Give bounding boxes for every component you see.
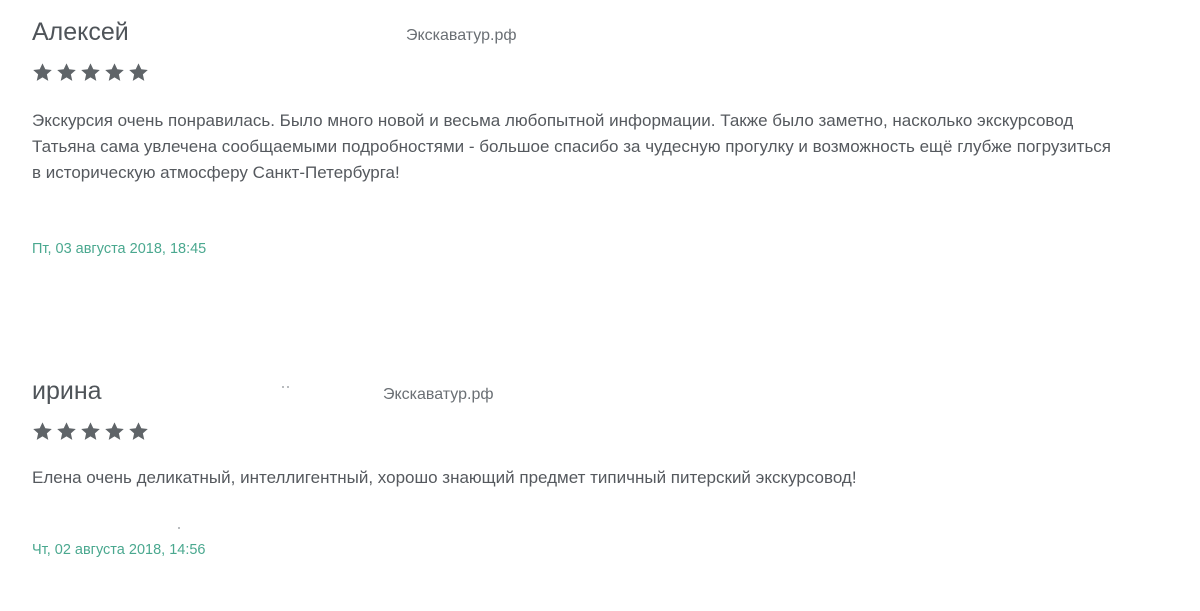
watermark-text: Экскаватур.рф bbox=[383, 386, 494, 403]
review-text bbox=[32, 108, 1111, 186]
review-text-line: в историческую атмосферу Санкт-Петербурга! bbox=[32, 163, 400, 182]
review-text bbox=[32, 465, 857, 491]
review-text-line: Елена очень деликатный, интеллигентный, хорошо знающий предмет типичный питерский экскурсовод! bbox=[32, 468, 857, 487]
star-icon bbox=[56, 421, 77, 442]
review-item bbox=[0, 360, 1200, 611]
watermark-text: Экскаватур.рф bbox=[406, 27, 517, 44]
star-icon bbox=[80, 62, 101, 83]
review-text-line: Татьяна сама увлечена сообщаемыми подробностями - большое спасибо за чудесную прогулку и возможность ещё глубже погрузиться bbox=[32, 137, 1112, 156]
review-date: Пт, 03 августа 2018, 18:45 bbox=[32, 241, 207, 257]
review-item bbox=[0, 0, 1200, 300]
review-text-line: Экскурсия очень понравилась. Было много новой и весьма любопытной информации. Также было заметно, насколько экскурсовод bbox=[32, 111, 1074, 130]
star-icon bbox=[128, 62, 149, 83]
review-date: Чт, 02 августа 2018, 14:56 bbox=[32, 542, 206, 558]
review-author: ирина bbox=[32, 377, 102, 405]
artifact-speck bbox=[282, 386, 284, 388]
star-icon bbox=[104, 421, 125, 442]
rating-stars bbox=[32, 62, 149, 83]
artifact-speck bbox=[178, 527, 180, 529]
star-icon bbox=[128, 421, 149, 442]
star-icon bbox=[104, 62, 125, 83]
star-icon bbox=[56, 62, 77, 83]
rating-stars bbox=[32, 421, 149, 442]
star-icon bbox=[32, 421, 53, 442]
star-icon bbox=[32, 62, 53, 83]
review-author: Алексей bbox=[32, 18, 129, 46]
star-icon bbox=[80, 421, 101, 442]
artifact-speck bbox=[287, 386, 289, 388]
